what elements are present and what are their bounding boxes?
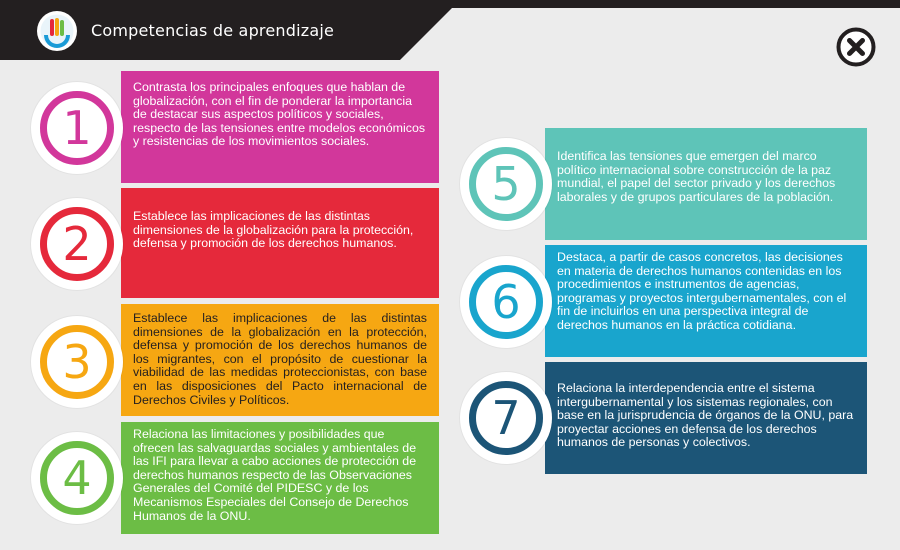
competency-2-text: Establece las implicaciones de las distintas dimensiones de la globalización para la protección, defensa y promoción de los derechos humanos. <box>121 188 439 298</box>
header-bar <box>0 0 900 60</box>
close-button[interactable] <box>836 27 876 67</box>
competency-5-text: Identifica las tensiones que emergen del marco político internacional sobre construcción de la paz mundial, el papel del sector privado y los derechos laborales y de grupos particulares de la población. <box>545 128 867 240</box>
competency-6-badge <box>460 256 552 348</box>
competency-3-number: 3 <box>62 335 92 389</box>
competency-4-number: 4 <box>62 451 92 505</box>
competency-7-number: 7 <box>491 391 521 445</box>
page-title: Competencias de aprendizaje <box>91 21 335 40</box>
competency-4-text: Relaciona las limitaciones y posibilidades que ofrecen las salvaguardas sociales y ambientales de las IFI para llevar a cabo acciones de protección de derechos humanos respecto de las Observaciones Generales del Comité del PIDESC y de los Mecanismos Especiales del Consejo de Derechos Humanos de la ONU. <box>121 422 439 534</box>
competency-4-badge <box>31 432 123 524</box>
competency-6-number: 6 <box>491 275 521 329</box>
competency-2-number: 2 <box>62 217 92 271</box>
competency-7-text: Relaciona la interdependencia entre el sistema intergubernamental y los sistemas regionales, con base en la jurisprudencia de órganos de la ONU, para proyectar acciones en defensa de los derechos humanos de personas y colectivos. <box>545 362 867 474</box>
competency-3-badge <box>31 316 123 408</box>
institution-logo-icon <box>36 10 78 52</box>
close-icon[interactable] <box>836 27 876 67</box>
competency-7-badge <box>460 372 552 464</box>
competency-5-badge <box>460 138 552 230</box>
competency-3-text: Establece las implicaciones de las distintas dimensiones de la globalización en la protección, defensa y promoción de los derechos humanos de los migrantes, con el propósito de cuestionar la viabilidad de las medidas proteccionistas, con base en las disposiciones del Pacto internacional de Derechos Civiles y Políticos. <box>121 304 439 416</box>
competency-1-text: Contrasta los principales enfoques que hablan de globalización, con el fin de ponderar la importancia de destacar sus aspectos políticos y sociales, respecto de las tensiones entre modelos económicos y resistencias de los movimientos sociales. <box>121 71 439 183</box>
competency-1-number: 1 <box>62 101 92 155</box>
competency-6-text: Destaca, a partir de casos concretos, las decisiones en materia de derechos humanos contenidas en los procedimientos e instrumentos de agencias, programas y proyectos intergubernamentales, con el fin de incluirlos en una perspectiva integral de derechos humanos en la práctica cotidiana. <box>545 245 867 357</box>
competency-1-badge <box>31 82 123 174</box>
competency-2-badge <box>31 198 123 290</box>
competency-5-number: 5 <box>491 157 521 211</box>
